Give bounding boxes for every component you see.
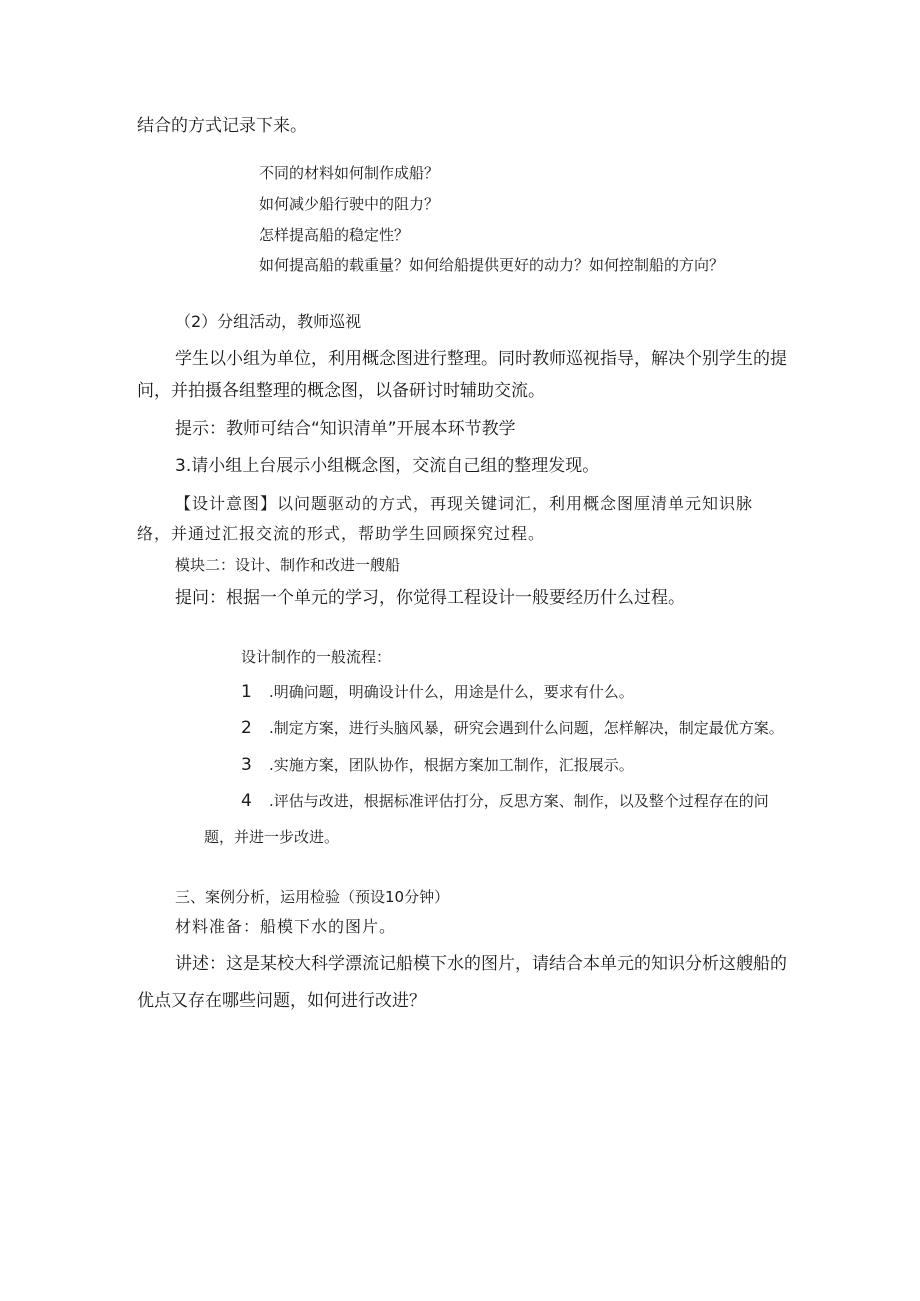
step-number: 2 xyxy=(241,718,252,738)
step-text: .制定方案，进行头脑风暴，研究会遇到什么问题，怎样解决，制定最优方案。 xyxy=(269,719,784,737)
section-3-heading: 三、案例分析，运用检验（预设10分钟） xyxy=(175,888,450,906)
paragraph-line: 【设计意图】以问题驱动的方式，再现关键词汇，利用概念图厘清单元知识脉 xyxy=(175,494,754,513)
intro-tail: 结合的方式记录下来。 xyxy=(137,116,307,136)
paragraph-line: 学生以小组为单位，利用概念图进行整理。同时教师巡视指导，解决个别学生的提 xyxy=(175,349,787,369)
process-step xyxy=(241,755,634,775)
question-item: 如何提高船的载重量？如何给船提供更好的动力？如何控制船的方向？ xyxy=(259,256,725,274)
module-2-question: 提问：根据一个单元的学习，你觉得工程设计一般要经历什么过程。 xyxy=(175,588,685,608)
step-number: 1 xyxy=(241,682,252,702)
step-text: .明确问题，明确设计什么，用途是什么，要求有什么。 xyxy=(269,683,634,701)
step-text: .评估与改进，根据标准评估打分，反思方案、制作，以及整个过程存在的问 xyxy=(269,792,769,810)
question-item: 怎样提高船的稳定性？ xyxy=(259,226,410,244)
tip-text: 提示：教师可结合“知识清单”开展本环节教学 xyxy=(175,419,516,439)
process-step-continuation: 题，并进一步改进。 xyxy=(204,828,340,846)
paragraph-line: 络，并通过汇报交流的形式，帮助学生回顾探究过程。 xyxy=(137,524,546,543)
step-3-text: 3.请小组上台展示小组概念图，交流自己组的整理发现。 xyxy=(175,456,600,476)
activity-heading: （2）分组活动，教师巡视 xyxy=(175,312,362,331)
paragraph-line: 讲述：这是某校大科学漂流记船模下水的图片，请结合本单元的知识分析这艘船的 xyxy=(175,954,787,974)
process-title: 设计制作的一般流程： xyxy=(241,648,392,666)
module-2-title: 模块二：设计、制作和改进一艘船 xyxy=(175,556,401,574)
step-text: .实施方案，团队协作，根据方案加工制作，汇报展示。 xyxy=(269,756,634,774)
materials-text: 材料准备：船模下水的图片。 xyxy=(175,917,397,936)
paragraph-line: 优点又存在哪些问题，如何进行改进？ xyxy=(137,991,426,1011)
process-step xyxy=(241,791,769,811)
process-step xyxy=(241,718,784,738)
paragraph-line: 问，并拍摄各组整理的概念图，以备研讨时辅助交流。 xyxy=(137,381,545,401)
process-step xyxy=(241,682,634,702)
question-item: 如何减少船行驶中的阻力？ xyxy=(259,195,440,213)
step-number: 3 xyxy=(241,755,252,775)
question-item: 不同的材料如何制作成船？ xyxy=(259,164,440,182)
step-number: 4 xyxy=(241,791,252,811)
